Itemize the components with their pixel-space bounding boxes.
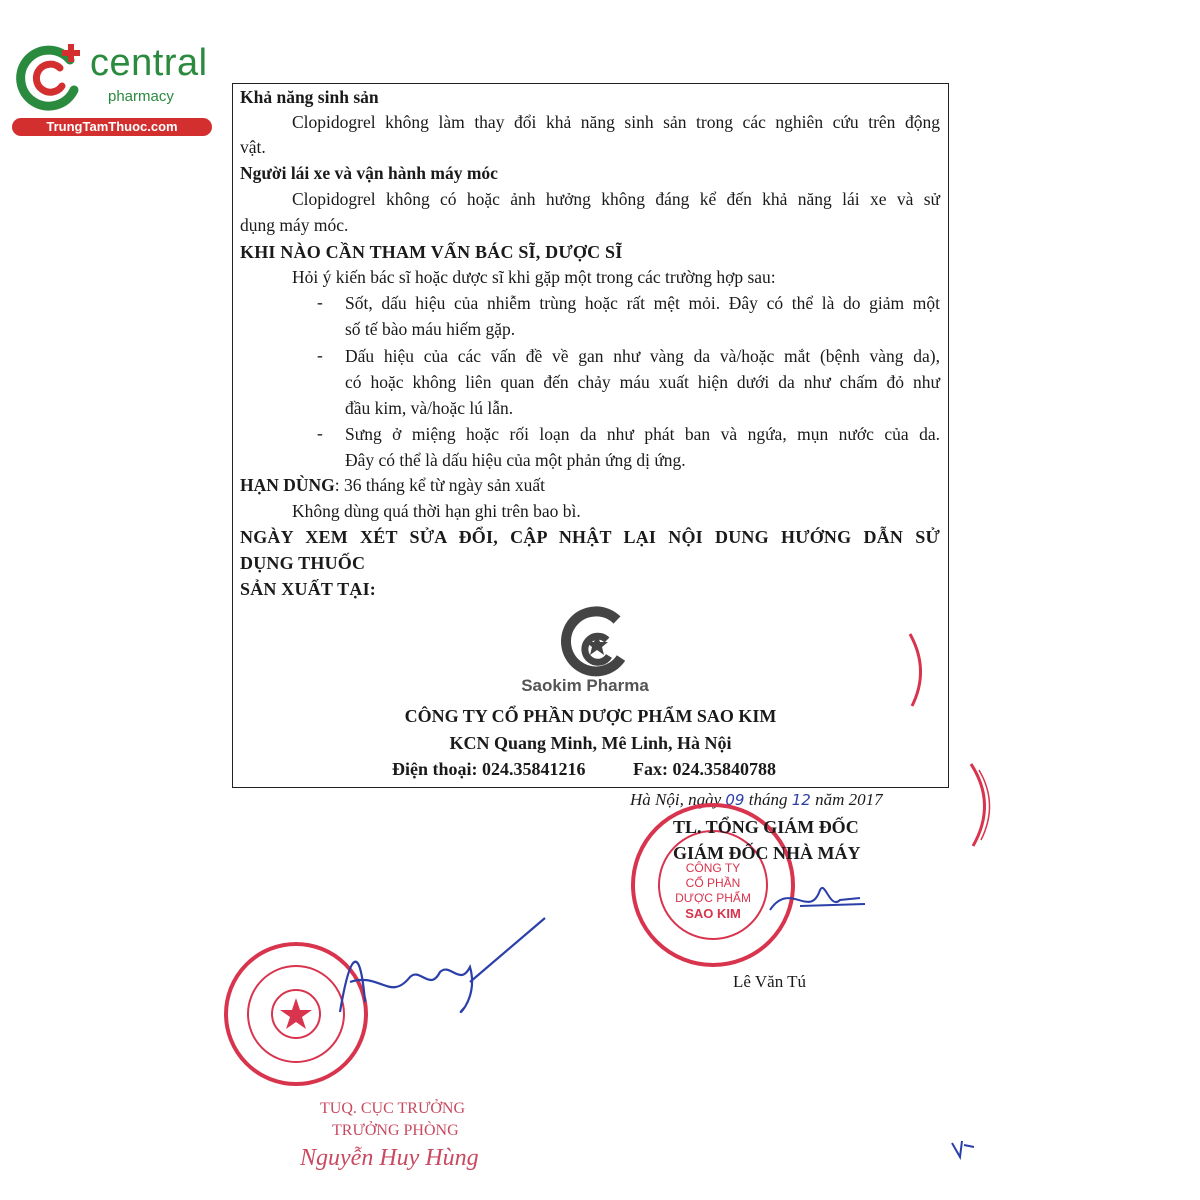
- company-stamp-line-4: SAO KIM: [685, 906, 741, 921]
- section-driving-text-2: dụng máy móc.: [240, 215, 349, 235]
- revision-date-title-1: NGÀY XEM XÉT SỬA ĐỔI, CẬP NHẬT LẠI NỘI DUNG HƯỚNG DẪN SỬ: [240, 527, 940, 547]
- section-consult-title: KHI NÀO CẦN THAM VẤN BÁC SĨ, DƯỢC SĨ: [240, 242, 623, 262]
- shelf-life-value: : 36 tháng kể từ ngày sản xuất: [334, 475, 546, 495]
- brand-subname: pharmacy: [108, 88, 174, 105]
- section-fertility-text-1: Clopidogrel không làm thay đổi khả năng sinh sản trong các nghiên cứu trên động: [292, 112, 940, 132]
- signoff-title-2: GIÁM ĐỐC NHÀ MÁY: [673, 843, 861, 863]
- bullet-3-mark: -: [317, 423, 323, 443]
- signoff-date-prefix: Hà Nội, ngày: [630, 790, 722, 809]
- shelf-life-label: HẠN DÙNG: [240, 475, 335, 495]
- brand-site-badge[interactable]: TrungTamThuoc.com: [12, 118, 212, 136]
- bullet-2-line-3: đầu kim, và/hoặc lú lẫn.: [345, 398, 514, 418]
- central-pharmacy-logo: [12, 38, 217, 138]
- central-logo-mark-icon: [12, 38, 92, 118]
- bullet-1-mark: -: [317, 292, 323, 312]
- brand-name: central: [90, 42, 208, 84]
- signoff-month: 12: [791, 791, 811, 809]
- section-consult-intro: Hỏi ý kiến bác sĩ hoặc dược sĩ khi gặp một trong các trường hợp sau:: [292, 267, 776, 287]
- company-stamp-line-1: CÔNG TY: [685, 861, 741, 875]
- approval-line-2: TRƯỞNG PHÒNG: [332, 1122, 459, 1139]
- shelf-life-note: Không dùng quá thời hạn ghi trên bao bì.: [292, 501, 581, 521]
- company-stamp-line-2: CỔ PHẦN: [685, 876, 741, 890]
- approval-signature-icon: [320, 912, 550, 1032]
- signoff-month-word: tháng: [748, 790, 788, 809]
- approval-line-1: TUQ. CỤC TRƯỞNG: [320, 1100, 466, 1117]
- stamp-fragment-icon: [900, 630, 940, 710]
- initial-mark-icon: [948, 1135, 978, 1165]
- manufactured-at-title: SẢN XUẤT TẠI:: [240, 579, 376, 599]
- company-phone: Điện thoại: 024.35841216: [392, 759, 586, 779]
- bullet-1-line-1: Sốt, dấu hiệu của nhiễm trùng hoặc rất mệt mỏi. Đây có thể là do giảm một: [345, 293, 940, 313]
- signoff-day: 09: [725, 791, 745, 809]
- signoff-name: Lê Văn Tú: [733, 972, 807, 991]
- section-fertility-title: Khả năng sinh sản: [240, 87, 379, 107]
- company-name: CÔNG TY CỔ PHẦN DƯỢC PHẨM SAO KIM: [404, 706, 777, 726]
- section-driving-title: Người lái xe và vận hành máy móc: [240, 163, 498, 183]
- company-fax: Fax: 024.35840788: [633, 759, 776, 779]
- company-address: KCN Quang Minh, Mê Linh, Hà Nội: [449, 733, 732, 753]
- shelf-life-row: [240, 474, 940, 496]
- signoff-title-1: TL. TỔNG GIÁM ĐỐC: [673, 817, 859, 837]
- revision-date-title-2: DỤNG THUỐC: [240, 553, 366, 573]
- bullet-2-mark: -: [317, 345, 323, 365]
- stamp-fragment-icon: [965, 760, 1005, 850]
- bullet-2-line-1: Dấu hiệu của các vấn đề về gan như vàng da và/hoặc mắt (bệnh vàng da),: [345, 346, 940, 366]
- section-driving-text-1: Clopidogrel không có hoặc ảnh hưởng không đáng kể đến khả năng lái xe và sử: [292, 189, 940, 209]
- approval-signer-name: Nguyễn Huy Hùng: [300, 1145, 479, 1171]
- bullet-1-line-2: số tế bào máu hiếm gặp.: [345, 319, 516, 339]
- bullet-3-line-2: Đây có thể là dấu hiệu của một phản ứng dị ứng.: [345, 450, 686, 470]
- signoff-year: năm 2017: [815, 790, 883, 809]
- company-stamp-line-3: DƯỢC PHẨM: [675, 891, 751, 905]
- director-signature-icon: [760, 870, 870, 930]
- saokim-logo-text: Saokim Pharma: [521, 676, 649, 695]
- section-fertility-text-2: vật.: [240, 137, 266, 157]
- bullet-3-line-1: Sưng ở miệng hoặc rối loạn da như phát ban và ngứa, mụn nước của da.: [345, 424, 940, 444]
- bullet-2-line-2: có hoặc không liên quan đến chảy máu xuất hiện dưới da như chấm đỏ như: [345, 372, 940, 392]
